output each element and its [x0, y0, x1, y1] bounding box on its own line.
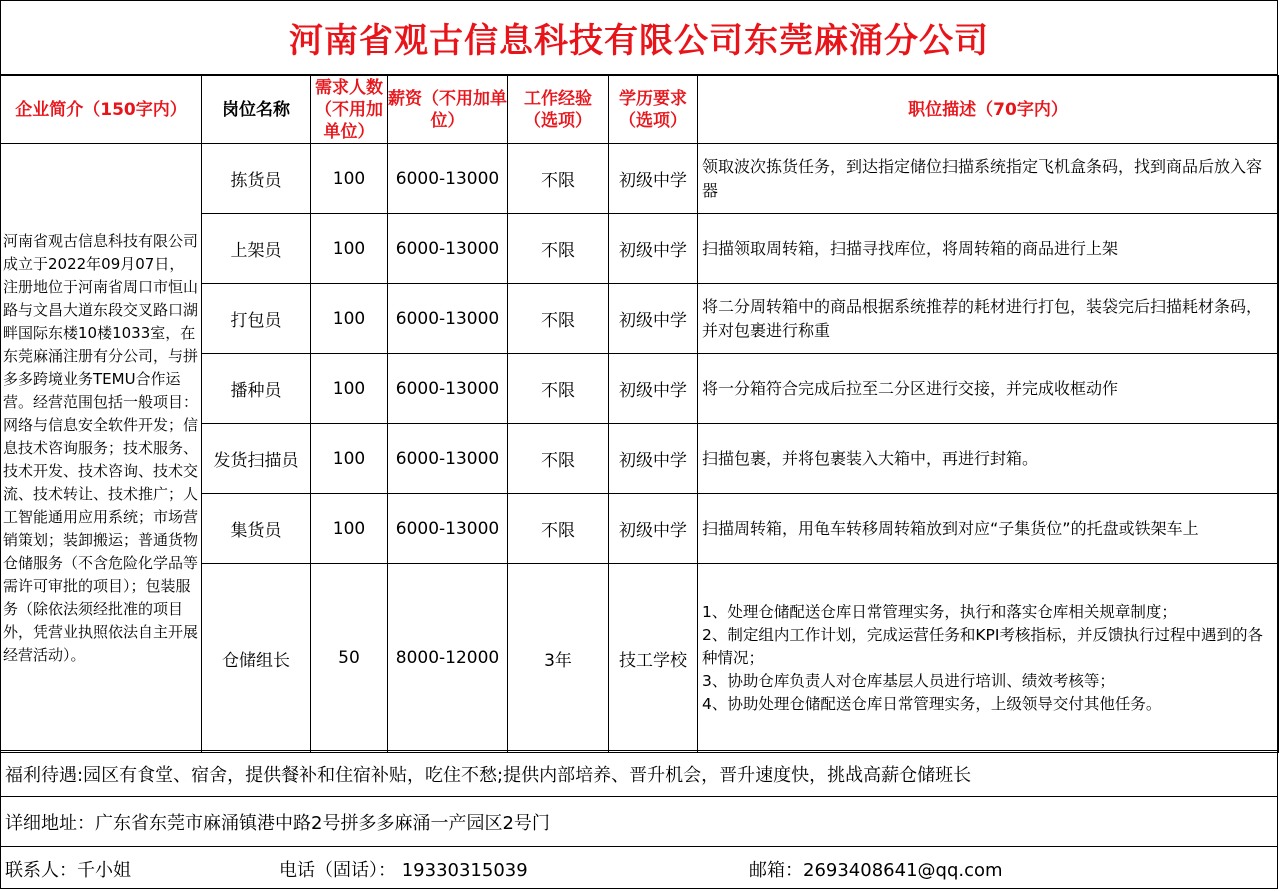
job-salary: 8000-12000	[388, 564, 508, 753]
job-count: 100	[311, 144, 388, 214]
job-description: 扫描包裹，并将包裹装入大箱中，再进行封箱。	[698, 424, 1279, 494]
job-education: 初级中学	[609, 214, 698, 284]
table-row	[1, 144, 1279, 214]
benefits-line: 福利待遇:园区有食堂、宿舍，提供餐补和住宿补贴，吃住不愁;提供内部培养、晋升机会，晋升速度快，挑战高薪仓储班长	[1, 750, 1277, 796]
header-education: 学历要求（选项）	[609, 76, 698, 144]
address-line: 详细地址：广东省东莞市麻涌镇港中路2号拼多多麻涌一产园区2号门	[1, 796, 1277, 846]
job-name: 发货扫描员	[202, 424, 311, 494]
job-name: 仓储组长	[202, 564, 311, 753]
header-headcount: 需求人数（不用加单位）	[311, 76, 388, 144]
job-salary: 6000-13000	[388, 214, 508, 284]
job-description: 领取波次拣货任务，到达指定储位扫描系统指定飞机盒条码，找到商品后放入容器	[698, 144, 1279, 214]
job-count: 50	[311, 564, 388, 753]
contact-email: 邮箱：2693408641@qq.com	[749, 859, 1003, 881]
header-description: 职位描述（70字内）	[698, 76, 1279, 144]
header-experience: 工作经验（选项）	[508, 76, 609, 144]
job-experience: 不限	[508, 284, 609, 354]
job-experience: 不限	[508, 354, 609, 424]
header-row	[1, 76, 1279, 144]
job-experience: 3年	[508, 564, 609, 753]
job-education: 初级中学	[609, 284, 698, 354]
job-education: 技工学校	[609, 564, 698, 753]
job-experience: 不限	[508, 424, 609, 494]
header-salary: 薪资（不用加单位）	[388, 76, 508, 144]
job-description: 将二分周转箱中的商品根据系统推荐的耗材进行打包，装袋完后扫描耗材条码，并对包裹进行称重	[698, 284, 1279, 354]
job-experience: 不限	[508, 494, 609, 564]
job-description: 扫描领取周转箱，扫描寻找库位，将周转箱的商品进行上架	[698, 214, 1279, 284]
job-description: 扫描周转箱，用龟车转移周转箱放到对应“子集货位”的托盘或铁架车上	[698, 494, 1279, 564]
job-count: 100	[311, 214, 388, 284]
job-count: 100	[311, 354, 388, 424]
job-count: 100	[311, 494, 388, 564]
job-salary: 6000-13000	[388, 354, 508, 424]
job-education: 初级中学	[609, 424, 698, 494]
job-name: 集货员	[202, 494, 311, 564]
job-name: 播种员	[202, 354, 311, 424]
job-salary: 6000-13000	[388, 494, 508, 564]
job-description: 将一分箱符合完成后拉至二分区进行交接，并完成收框动作	[698, 354, 1279, 424]
header-intro: 企业简介（150字内）	[1, 76, 202, 144]
job-education: 初级中学	[609, 144, 698, 214]
job-count: 100	[311, 424, 388, 494]
job-count: 100	[311, 284, 388, 354]
page-title: 河南省观古信息科技有限公司东莞麻涌分公司	[1, 1, 1277, 75]
contact-line	[1, 846, 1277, 890]
job-experience: 不限	[508, 144, 609, 214]
job-table	[0, 75, 1279, 753]
job-education: 初级中学	[609, 494, 698, 564]
job-education: 初级中学	[609, 354, 698, 424]
job-name: 拣货员	[202, 144, 311, 214]
contact-phone: 电话（固话）： 19330315039	[279, 859, 528, 881]
contact-person: 联系人：千小姐	[5, 859, 131, 881]
job-salary: 6000-13000	[388, 424, 508, 494]
job-salary: 6000-13000	[388, 284, 508, 354]
job-name: 上架员	[202, 214, 311, 284]
job-name: 打包员	[202, 284, 311, 354]
job-experience: 不限	[508, 214, 609, 284]
header-position: 岗位名称	[202, 76, 311, 144]
job-salary: 6000-13000	[388, 144, 508, 214]
company-intro: 河南省观古信息科技有限公司成立于2022年09月07日，注册地位于河南省周口市恒山路与文昌大道东段交叉路口湖畔国际东楼10楼1033室，在东莞麻涌注册有分公司，与拼多多跨境业务TEMU合作运营。经营范围包括一般项目：网络与信息安全软件开发；信息技术咨询服务；技术服务、技术开发、技术咨询、技术交流、技术转让、技术推广；人工智能通用应用系统；市场营销策划；装卸搬运；普通货物仓储服务（不含危险化学品等需许可审批的项目）；包装服务（除依法须经批准的项目外，凭营业执照依法自主开展经营活动）。	[1, 144, 202, 753]
job-description: 1、处理仓储配送仓库日常管理实务，执行和落实仓库相关规章制度； 2、制定组内工作计划，完成运营任务和KPI考核指标，并反馈执行过程中遇到的各种情况； 3、协助仓库负责人对仓库基层人员进行培训、绩效考核等； 4、协助处理仓储配送仓库日常管理实务，上级领导交付其他任务。	[698, 564, 1279, 753]
